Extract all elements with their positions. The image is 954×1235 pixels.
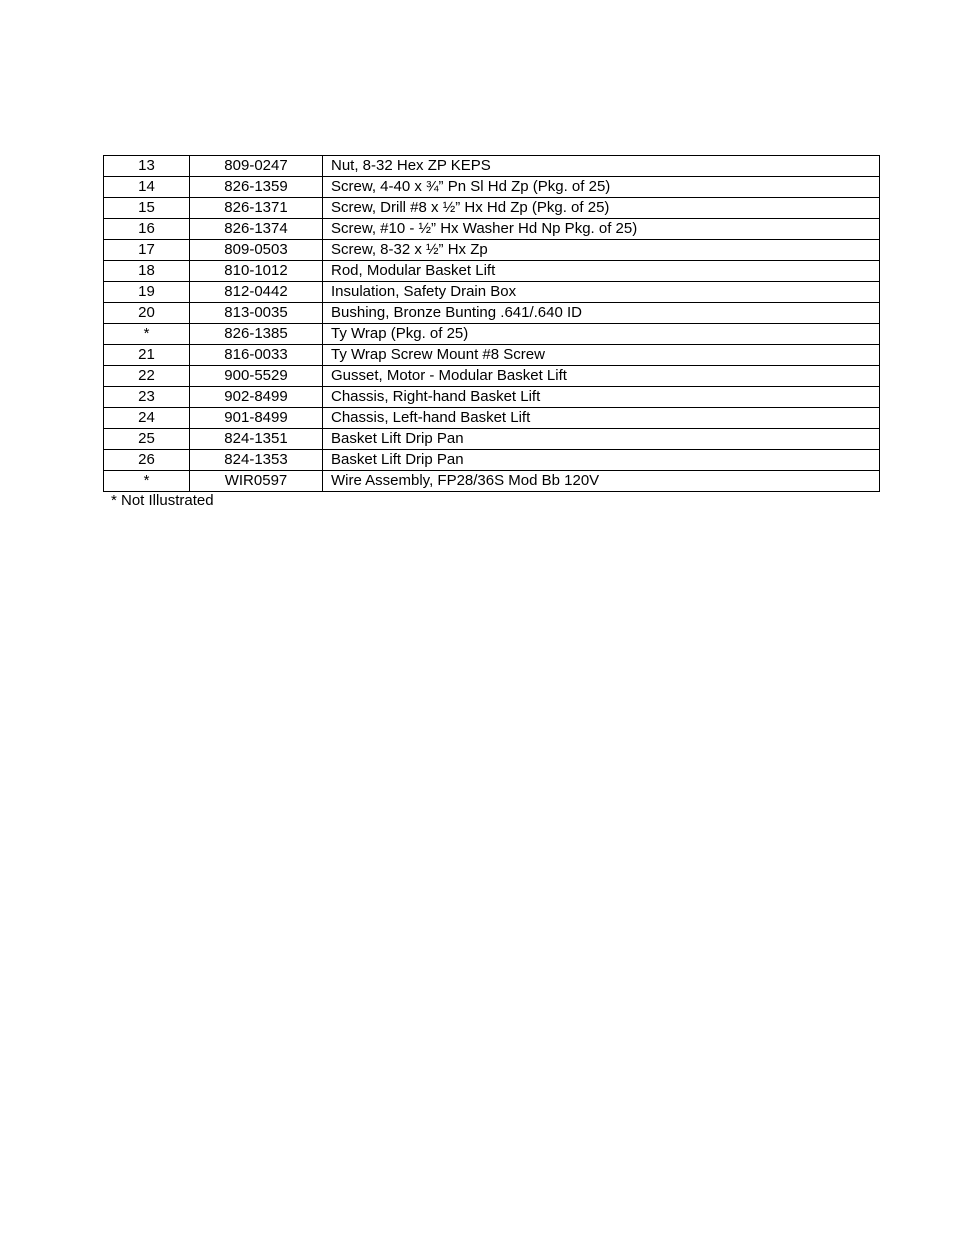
part-number-cell: 813-0035: [190, 303, 323, 324]
description-cell: Ty Wrap Screw Mount #8 Screw: [323, 345, 880, 366]
item-number-cell: 17: [104, 240, 190, 261]
item-number-cell: *: [104, 324, 190, 345]
description-cell: Basket Lift Drip Pan: [323, 450, 880, 471]
part-number-cell: 809-0503: [190, 240, 323, 261]
part-number-cell: 901-8499: [190, 408, 323, 429]
parts-list-body: [104, 156, 880, 492]
description-cell: Ty Wrap (Pkg. of 25): [323, 324, 880, 345]
table-row: [104, 450, 880, 471]
table-row: [104, 366, 880, 387]
part-number-cell: 900-5529: [190, 366, 323, 387]
item-number-cell: 26: [104, 450, 190, 471]
part-number-cell: 826-1374: [190, 219, 323, 240]
table-row: [104, 408, 880, 429]
item-number-cell: 13: [104, 156, 190, 177]
description-cell: Screw, 4-40 x ¾” Pn Sl Hd Zp (Pkg. of 25): [323, 177, 880, 198]
table-row: [104, 198, 880, 219]
part-number-cell: 812-0442: [190, 282, 323, 303]
not-illustrated-footnote: * Not Illustrated: [111, 492, 214, 509]
part-number-cell: 826-1359: [190, 177, 323, 198]
table-row: [104, 324, 880, 345]
table-row: [104, 240, 880, 261]
item-number-cell: 16: [104, 219, 190, 240]
description-cell: Gusset, Motor - Modular Basket Lift: [323, 366, 880, 387]
description-cell: Wire Assembly, FP28/36S Mod Bb 120V: [323, 471, 880, 492]
item-number-cell: 25: [104, 429, 190, 450]
description-cell: Insulation, Safety Drain Box: [323, 282, 880, 303]
table-row: [104, 345, 880, 366]
description-cell: Screw, #10 - ½” Hx Washer Hd Np Pkg. of 25): [323, 219, 880, 240]
table-row: [104, 429, 880, 450]
item-number-cell: 20: [104, 303, 190, 324]
item-number-cell: 19: [104, 282, 190, 303]
table-row: [104, 261, 880, 282]
item-number-cell: 22: [104, 366, 190, 387]
item-number-cell: 24: [104, 408, 190, 429]
part-number-cell: 810-1012: [190, 261, 323, 282]
table-row: [104, 219, 880, 240]
item-number-cell: 18: [104, 261, 190, 282]
description-cell: Basket Lift Drip Pan: [323, 429, 880, 450]
part-number-cell: 902-8499: [190, 387, 323, 408]
table-row: [104, 387, 880, 408]
description-cell: Rod, Modular Basket Lift: [323, 261, 880, 282]
table-row: [104, 471, 880, 492]
item-number-cell: *: [104, 471, 190, 492]
description-cell: Nut, 8-32 Hex ZP KEPS: [323, 156, 880, 177]
parts-list-table: [103, 155, 880, 492]
part-number-cell: 824-1353: [190, 450, 323, 471]
description-cell: Chassis, Right-hand Basket Lift: [323, 387, 880, 408]
part-number-cell: 826-1385: [190, 324, 323, 345]
description-cell: Chassis, Left-hand Basket Lift: [323, 408, 880, 429]
item-number-cell: 14: [104, 177, 190, 198]
item-number-cell: 15: [104, 198, 190, 219]
part-number-cell: 809-0247: [190, 156, 323, 177]
part-number-cell: 816-0033: [190, 345, 323, 366]
description-cell: Screw, Drill #8 x ½” Hx Hd Zp (Pkg. of 25): [323, 198, 880, 219]
item-number-cell: 21: [104, 345, 190, 366]
table-row: [104, 282, 880, 303]
table-row: [104, 177, 880, 198]
table-row: [104, 303, 880, 324]
description-cell: Bushing, Bronze Bunting .641/.640 ID: [323, 303, 880, 324]
part-number-cell: WIR0597: [190, 471, 323, 492]
part-number-cell: 826-1371: [190, 198, 323, 219]
table-row: [104, 156, 880, 177]
description-cell: Screw, 8-32 x ½” Hx Zp: [323, 240, 880, 261]
item-number-cell: 23: [104, 387, 190, 408]
part-number-cell: 824-1351: [190, 429, 323, 450]
